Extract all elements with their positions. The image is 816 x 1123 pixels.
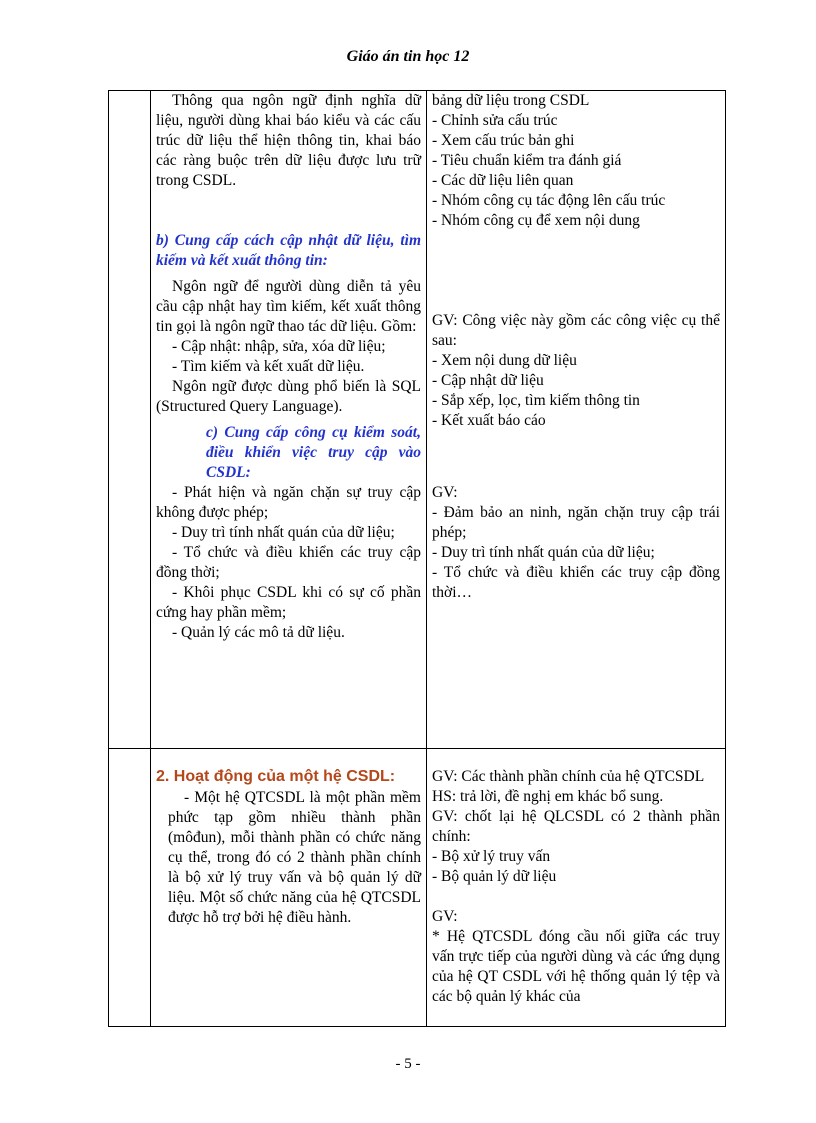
note-line: - Xem cấu trúc bản ghi: [432, 132, 575, 149]
section-heading-b: b) Cung cấp cách cập nhật dữ liệu, tìm kiếm và kết xuất thông tin:: [156, 232, 421, 269]
gv-note: GV: Các thành phần chính của hệ QTCSDL: [432, 768, 705, 785]
note-line: - Sắp xếp, lọc, tìm kiếm thông tin: [432, 392, 640, 409]
lesson-table: [108, 90, 726, 1027]
gv-note: GV:: [432, 908, 458, 925]
c-item: - Khôi phục CSDL khi có sự cố phần cứng hay phần mềm;: [156, 584, 421, 621]
c-item: - Quản lý các mô tả dữ liệu.: [172, 624, 345, 641]
gv-note: GV: chốt lại hệ QLCSDL có 2 thành phần chính:: [432, 808, 720, 845]
note-line: - Tổ chức và điều khiển các truy cập đồng thời…: [432, 564, 720, 601]
note-line: bảng dữ liệu trong CSDL: [432, 92, 590, 109]
note-line: - Bộ quản lý dữ liệu: [432, 868, 557, 885]
note-line: - Chỉnh sửa cấu trúc: [432, 112, 558, 129]
note-line: - Cập nhật dữ liệu: [432, 372, 544, 389]
table-row: [109, 749, 726, 1027]
section-heading-c: c) Cung cấp công cụ kiểm soát, điều khiển việc truy cập vào CSDL:: [206, 424, 421, 481]
note-line: - Bộ xử lý truy vấn: [432, 848, 551, 865]
note-line: - Nhóm công cụ để xem nội dung: [432, 212, 640, 229]
c-item: - Phát hiện và ngăn chặn sự truy cập không được phép;: [156, 484, 421, 521]
note-line: - Các dữ liệu liên quan: [432, 172, 574, 189]
note-line: - Đảm bảo an ninh, ngăn chặn truy cập trái phép;: [432, 504, 720, 541]
note-line: - Duy trì tính nhất quán của dữ liệu;: [432, 544, 655, 561]
b-item: - Tìm kiếm và kết xuất dữ liệu.: [172, 358, 365, 375]
c-item: - Tổ chức và điều khiển các truy cập đồng thời;: [156, 544, 421, 581]
gv-note: GV:: [432, 484, 458, 501]
content-cell: [151, 749, 427, 1027]
note-line: - Kết xuất báo cáo: [432, 412, 546, 429]
section-heading-2: 2. Hoạt động của một hệ CSDL:: [156, 768, 396, 785]
blank-cell: [109, 91, 151, 749]
note-line: - Xem nội dung dữ liệu: [432, 352, 577, 369]
note-paragraph: * Hệ QTCSDL đóng cầu nối giữa các truy vấn trực tiếp của người dùng và các ứng dụng của hệ QT CSDL với hệ thống quản lý tệp và các bộ quản lý khác của: [432, 928, 720, 1005]
section-2-paragraph: - Một hệ QTCSDL là một phần mềm phức tạp gồm nhiều thành phần (môđun), mỗi thành phần có chức năng cụ thể, trong đó có 2 thành phần chính là bộ xử lý truy vấn và bộ quản lý dữ liệu. Một số chức năng của hệ QTCSDL được hỗ trợ bởi hệ điều hành.: [168, 789, 421, 926]
hs-note: HS: trả lời, đề nghị em khác bổ sung.: [432, 788, 664, 805]
table-row: [109, 91, 726, 749]
b-paragraph: Ngôn ngữ để người dùng diễn tả yêu cầu cập nhật hay tìm kiếm, kết xuất thông tin gọi là ngôn ngữ thao tác dữ liệu. Gồm:: [156, 278, 421, 335]
document-header: Giáo án tin học 12: [346, 48, 470, 65]
teacher-notes-cell: [427, 91, 726, 749]
note-line: - Nhóm công cụ tác động lên cấu trúc: [432, 192, 666, 209]
note-line: - Tiêu chuẩn kiểm tra đánh giá: [432, 152, 622, 169]
content-cell: [151, 91, 427, 749]
gv-note: GV: Công việc này gồm các công việc cụ thể sau:: [432, 312, 720, 349]
page-number: - 5 -: [395, 1056, 421, 1072]
b-paragraph: Ngôn ngữ được dùng phổ biến là SQL (Structured Query Language).: [156, 378, 421, 415]
intro-paragraph: Thông qua ngôn ngữ định nghĩa dữ liệu, người dùng khai báo kiểu và các cấu trúc dữ liệu thể hiện thông tin, khai báo các ràng buộc trên dữ liệu được lưu trữ trong CSDL.: [156, 92, 421, 189]
blank-cell: [109, 749, 151, 1027]
teacher-notes-cell: [427, 749, 726, 1027]
c-item: - Duy trì tính nhất quán của dữ liệu;: [172, 524, 395, 541]
b-item: - Cập nhật: nhập, sửa, xóa dữ liệu;: [172, 338, 386, 355]
